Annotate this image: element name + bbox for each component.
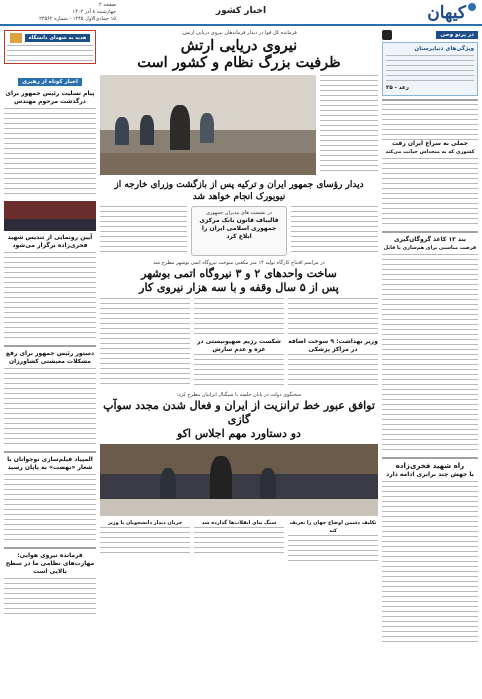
center-column [100,30,378,695]
quran-icon [382,30,392,40]
ad-title: هدیه به شهدای دانشگاه [25,34,91,42]
nuclear-headline-line2: پس از ۵ سال وقفه و با سه هزار نیروی کار [139,281,339,294]
footer-title-c: جریان دیدار دانشجویان با وزیر [107,520,183,526]
date-line-1: چهارشنبه ۸ آذر ۱۴۰۲ [72,9,116,15]
verse-counter: رعد - ۲۵ [386,85,409,91]
date-line-2: ۱۵ جمادی‌الاول ۱۴۴۵ - شماره ۲۳۵۶۲ [39,16,116,22]
ad-box [4,30,96,64]
eco-headline-line2: دو دستاورد مهم اجلاس اکو [177,427,301,440]
ad-text [7,45,93,61]
right-column [382,30,478,695]
left-item3: دستور رئیس جمهور برای رفع مشکلات معیشتی کشاورزان [5,350,95,365]
left-item2: آیین رونمایی از تندیس شهید فخری‌زاده برگزار می‌شود [7,234,93,249]
lead-headline-line1: نیروی دریایی ارتش [180,37,298,54]
verse-title: ویژگی‌های دنیاپرستان [414,46,474,52]
verse-box [382,42,478,96]
logo-text: کیهان [427,3,466,23]
left-item1: پیام تسلیت رئیس جمهور برای درگذشت مرحوم مهندس [5,90,95,105]
gift-icon [10,33,22,43]
eco-photo [100,444,378,516]
right-item2-title: بند ۱۲ کاغذ گروگان‌گیری [393,236,467,243]
verse-tag: در پرتو وحی [436,31,478,39]
nuclear-text-b1 [194,298,284,338]
second-text-b [100,206,187,256]
nuclear-text-c [100,298,190,388]
meeting-photo [100,75,316,175]
quote-kicker: در نشست های مدیران جمهوری [206,210,273,216]
lead-kicker: فرمانده کل قوا در دیدار فرماندهان نیروی دریایی ارتش: [181,30,297,36]
footer-title-b: سنگ بنای انقلاب‌ها گذارده شد [201,520,277,526]
right-text-3 [382,254,478,454]
section-title: اخبار کشور [215,6,267,16]
nuclear-text-b2 [194,354,284,388]
ceremony-photo [4,201,96,231]
second-headline: دیدار رؤسای جمهور ایران و ترکیه پس از بازگشت وزرای خارجه از نیویورک انجام خواهد شد [114,180,364,202]
left-text-4 [4,474,96,544]
left-item4: المپیاد فیلم‌سازی نوجوانان با شعار «نهضت» به پایان رسید [7,456,93,471]
right-text-1 [382,104,478,140]
left-item5: فرمانده نیروی هوایی: مهارت‌های نظامی ما در سطح بالایی است [5,552,95,575]
col-title-b: شکست رژیم صهیونیستی در غزه و عدم سازش [197,338,281,353]
left-text-3 [4,368,96,448]
date-block [6,2,116,23]
right-text-4 [382,481,478,646]
second-text-a [291,206,378,256]
verse-text [386,55,474,85]
nuclear-kicker: در مراسم افتتاح کارگاه تولید ۱۴ متر مکعبی سوخت نیروگاه اتمی بوشهر مطرح شد [153,260,325,266]
right-item3-title: راه شهید فخری‌زاده [395,462,465,470]
left-text-5 [4,578,96,618]
lead-headline-line2: ظرفیت بزرگ نظام و کشور است [137,54,341,71]
footer-text-b [194,527,284,557]
eco-kicker: سخنگوی دولت در پایان جلسه با سیگنال ایرانیان مطرح کرد: [176,392,302,398]
masthead [0,0,482,26]
footer-text-a [288,535,378,565]
quote-title: قالیباف قانون بانک مرکزی جمهوری اسلامی ایران را ابلاغ کرد [199,217,279,240]
page-number: صفحه ۲ [99,2,116,8]
footer-text-c [100,527,190,557]
right-item3-sub: با جهش چند برابری ادامه دارد [386,471,474,478]
left-section-tag: اخبار کوتاه از رهبری [18,78,82,86]
left-text-1 [4,108,96,198]
right-item1-sub: کشوری که به متحداش خیانت می‌کند [385,149,475,155]
nuclear-text-a2 [288,354,378,388]
left-text-2 [4,252,96,342]
quote-box [191,206,286,256]
nuclear-headline-line1: ساخت واحدهای ۲ و ۳ نیروگاه اتمی بوشهر [141,267,337,280]
left-column [4,30,96,695]
right-item1-title: حملی به سراغ ایران رفت [392,140,468,147]
eco-headline-line1: توافق عبور خط ترانزیت از ایران و فعال شدن مجدد سوآپ گازی [103,399,375,426]
right-text-2 [382,158,478,228]
col-title-a: وزیر بهداشت: ۹ سوخت اضافه در مراکز پزشکی [288,338,378,353]
lead-text-right [320,75,378,175]
nuclear-text-a1 [288,298,378,338]
right-item2-sub: فرصت مناسبی برای هم‌سازی با فایل [383,245,477,251]
footer-title-a: تکلیف دشمن اوضاع جهان را تعریف کند [289,520,377,534]
